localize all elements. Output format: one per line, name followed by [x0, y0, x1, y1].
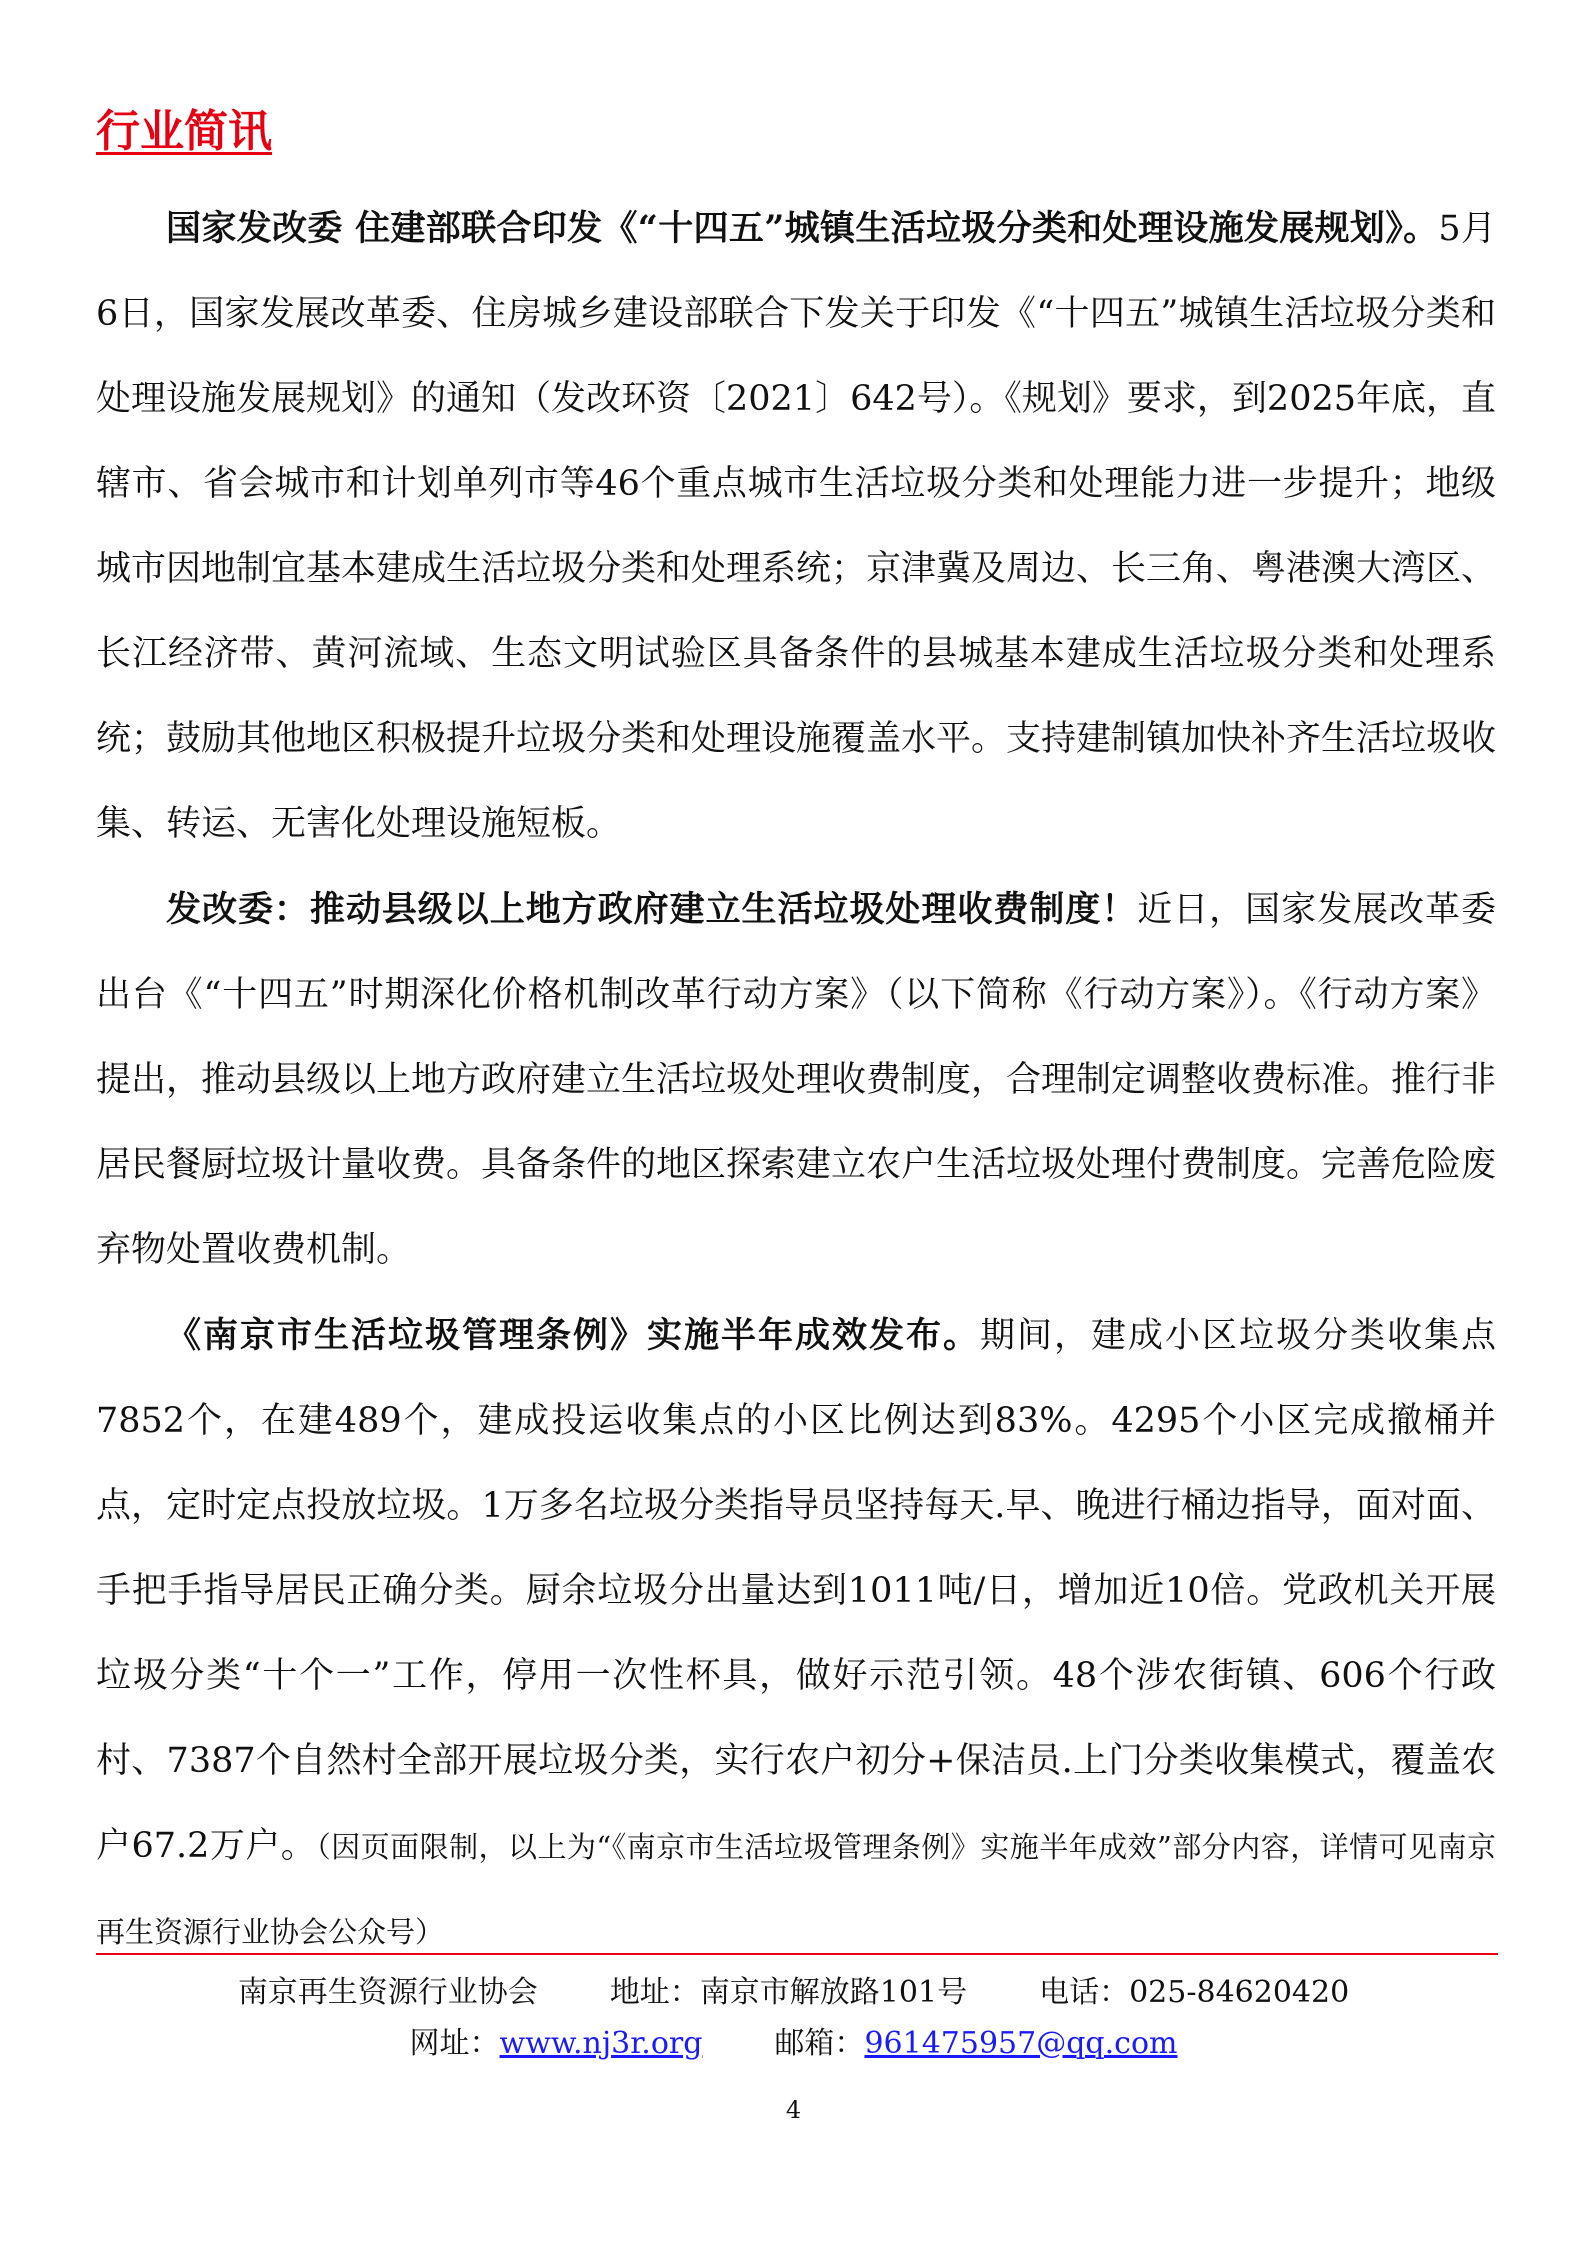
footer-organization: 南京再生资源行业协会: [237, 1975, 538, 2010]
news-body: 近日，国家发展改革委出台《“十四五”时期深化价格机制改革行动方案》（以下简称《行动方案》）。《行动方案》提出，推动县级以上地方政府建立生活垃圾处理收费制度，合理制定调整收费标准。推行非居民餐厨垃圾计量收费。具备条件的地区探索建立农户生活垃圾处理付费制度。完善危险废弃物处置收费机制。: [96, 890, 1497, 1270]
news-item: [96, 186, 1496, 867]
news-body: 5月6日，国家发展改革委、住房城乡建设部联合下发关于印发《“十四五”城镇生活垃圾分类和处理设施发展规划》的通知（发改环资〔2021〕642号）。《规划》要求，到2025年底，直辖市、省会城市和计划单列市等46个重点城市生活垃圾分类和处理能力进一步提升；地级城市因地制宜基本建成生活垃圾分类和处理系统；京津冀及周边、长三角、粤港澳大湾区、长江经济带、黄河流域、生态文明试验区具备条件的县城基本建成生活垃圾分类和处理系统；鼓励其他地区积极提升垃圾分类和处理设施覆盖水平。支持建制镇加快补齐生活垃圾收集、转运、无害化处理设施短板。: [96, 209, 1497, 844]
footer-web-line: [0, 2024, 1587, 2064]
footer-address-label: 地址：: [609, 1975, 700, 2010]
article-body: [96, 186, 1496, 1974]
page-number: 4: [785, 2096, 802, 2124]
footer-website-label: 网址：: [409, 2026, 500, 2061]
news-item: [96, 1293, 1496, 1974]
news-item: [96, 867, 1496, 1293]
news-headline: 发改委：推动县级以上地方政府建立生活垃圾处理收费制度！: [166, 889, 1138, 930]
news-body: 期间，建成小区垃圾分类收集点7852个，在建489个，建成投运收集点的小区比例达到83%。4295个小区完成撤桶并点，定时定点投放垃圾。1万多名垃圾分类指导员坚持每天.早、晚进行桶边指导，面对面、手把手指导居民正确分类。厨余垃圾分出量达到1011吨/日，增加近10倍。党政机关开展垃圾分类“十个一”工作，停用一次性杯具，做好示范引领。48个涉农街镇、606个行政村、7387个自然村全部开展垃圾分类，实行农户初分+保洁员.上门分类收集模式，覆盖农户67.2万户。: [96, 1316, 1496, 1866]
footer-phone: 025-84620420: [1129, 1975, 1350, 2010]
footer-phone-label: 电话：: [1039, 1975, 1130, 2010]
website-link[interactable]: www.nj3r.org: [499, 2026, 703, 2061]
email-link[interactable]: 961475957@qq.com: [864, 2026, 1178, 2061]
news-headline: 国家发改委 住建部联合印发《“十四五”城镇生活垃圾分类和处理设施发展规划》。: [166, 208, 1439, 249]
section-title: 行业简讯: [96, 106, 272, 157]
news-note: （因页面限制，以上为“《南京市生活垃圾管理条例》实施半年成效”部分内容，详情可见南京再生资源行业协会公众号）: [96, 1830, 1496, 1949]
footer-contact-line: [0, 1973, 1587, 2013]
news-headline: 《南京市生活垃圾管理条例》实施半年成效发布。: [166, 1315, 980, 1356]
footer-divider: [96, 1953, 1498, 1955]
footer-email-label: 邮箱：: [774, 2026, 865, 2061]
footer-address: 南京市解放路101号: [699, 1975, 968, 2010]
